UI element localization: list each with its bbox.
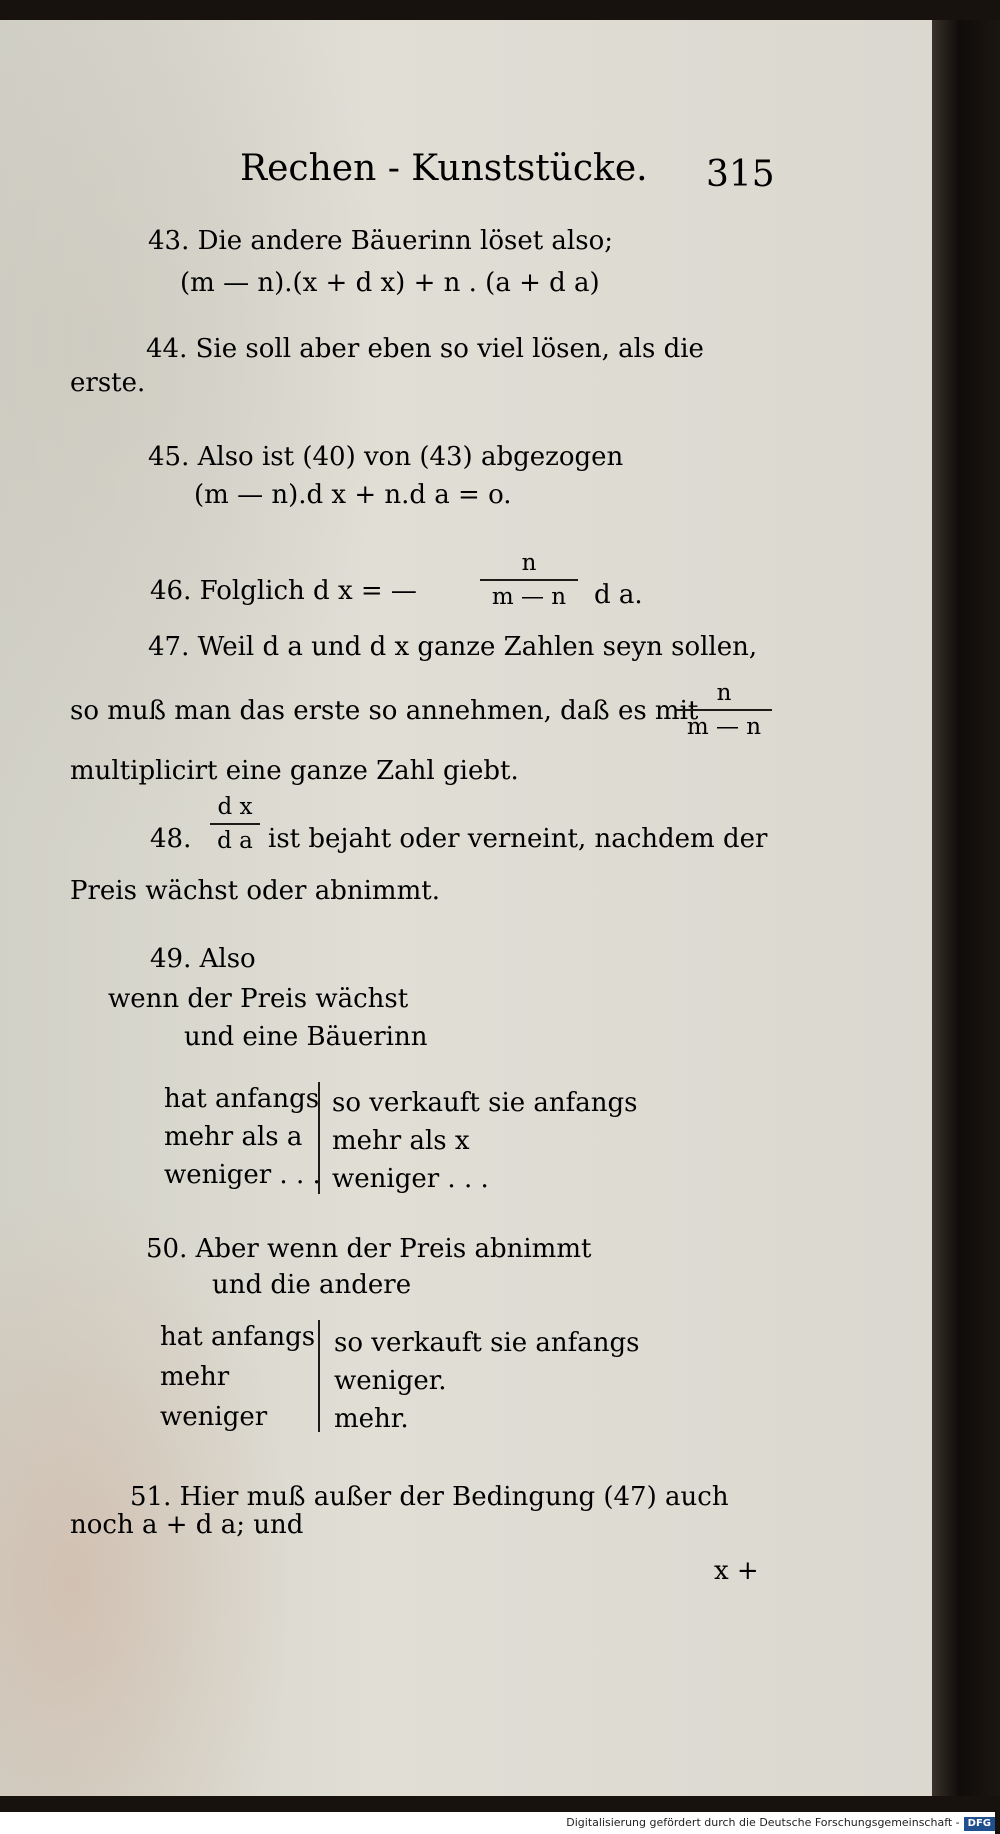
section-45-formula: (m — n).d x + n.d a = o. — [194, 480, 512, 510]
section-51-text: 51. Hier muß außer der Bedingung (47) auch — [130, 1482, 729, 1512]
fraction-bar — [480, 579, 578, 581]
s49-table-divider — [318, 1082, 320, 1194]
s49-table-left-row: hat anfangs — [164, 1084, 320, 1114]
section-50-condition: und die andere — [212, 1270, 412, 1300]
s50-table-left-row: hat anfangs — [160, 1322, 316, 1352]
section-46-fraction — [480, 550, 578, 610]
fraction-numerator: n — [521, 550, 537, 576]
section-51-text-cont: noch a + d a; und — [70, 1510, 304, 1540]
s50-table-right-row: so verkauft sie anfangs — [334, 1328, 640, 1358]
section-47-text: 47. Weil d a und d x ganze Zahlen seyn sollen, — [148, 632, 758, 662]
s50-table-left-row: weniger — [160, 1402, 268, 1432]
section-47-fraction — [676, 680, 772, 740]
section-43-text: 43. Die andere Bäuerinn löset also; — [148, 226, 614, 256]
section-44-text-cont: erste. — [70, 368, 146, 398]
section-44-text: 44. Sie soll aber eben so viel lösen, als die — [146, 334, 704, 364]
section-48-text: ist bejaht oder verneint, nachdem der — [268, 824, 768, 854]
fraction-bar — [676, 709, 772, 711]
s49-table-left-row: weniger . . . — [164, 1160, 321, 1190]
page-number: 315 — [706, 154, 775, 195]
catchword: x + — [714, 1556, 759, 1586]
section-49-condition-cont: und eine Bäuerinn — [184, 1022, 428, 1052]
dfg-logo: DFG — [964, 1817, 995, 1831]
section-47-text-end: multiplicirt eine ganze Zahl giebt. — [70, 756, 519, 786]
book-spine — [932, 20, 1000, 1796]
fraction-denominator: m — n — [686, 714, 762, 740]
footer-text: Digitalisierung gefördert durch die Deutsche Forschungsgemeinschaft - — [566, 1816, 960, 1829]
section-50-text: 50. Aber wenn der Preis abnimmt — [146, 1234, 592, 1264]
section-49-condition: wenn der Preis wächst — [108, 984, 409, 1014]
section-43-formula: (m — n).(x + d x) + n . (a + d a) — [180, 268, 600, 298]
s49-table-right-row: mehr als x — [332, 1126, 470, 1156]
section-46-suffix: d a. — [594, 580, 643, 610]
section-48-text-cont: Preis wächst oder abnimmt. — [70, 876, 440, 906]
fraction-denominator: m — n — [491, 584, 567, 610]
fraction-numerator: n — [716, 680, 732, 706]
s50-table-right-row: mehr. — [334, 1404, 409, 1434]
section-48-fraction — [210, 794, 260, 854]
section-47-text-cont: so muß man das erste so annehmen, daß es mit — [70, 696, 699, 726]
section-49-text: 49. Also — [150, 944, 256, 974]
section-46-text: 46. Folglich d x = — — [150, 576, 417, 606]
fraction-denominator: d a — [217, 828, 253, 854]
section-48-number: 48. — [150, 824, 192, 854]
fraction-numerator: d x — [217, 794, 253, 820]
s49-table-left-row: mehr als a — [164, 1122, 303, 1152]
s49-table-right-row: so verkauft sie anfangs — [332, 1088, 638, 1118]
s50-table-right-row: weniger. — [334, 1366, 447, 1396]
digitization-footer — [0, 1812, 995, 1834]
running-title: Rechen - Kunststücke. — [240, 148, 648, 189]
s50-table-left-row: mehr — [160, 1362, 230, 1392]
section-45-text: 45. Also ist (40) von (43) abgezogen — [148, 442, 624, 472]
s49-table-right-row: weniger . . . — [332, 1164, 489, 1194]
s50-table-divider — [318, 1320, 320, 1432]
fraction-bar — [210, 823, 260, 825]
